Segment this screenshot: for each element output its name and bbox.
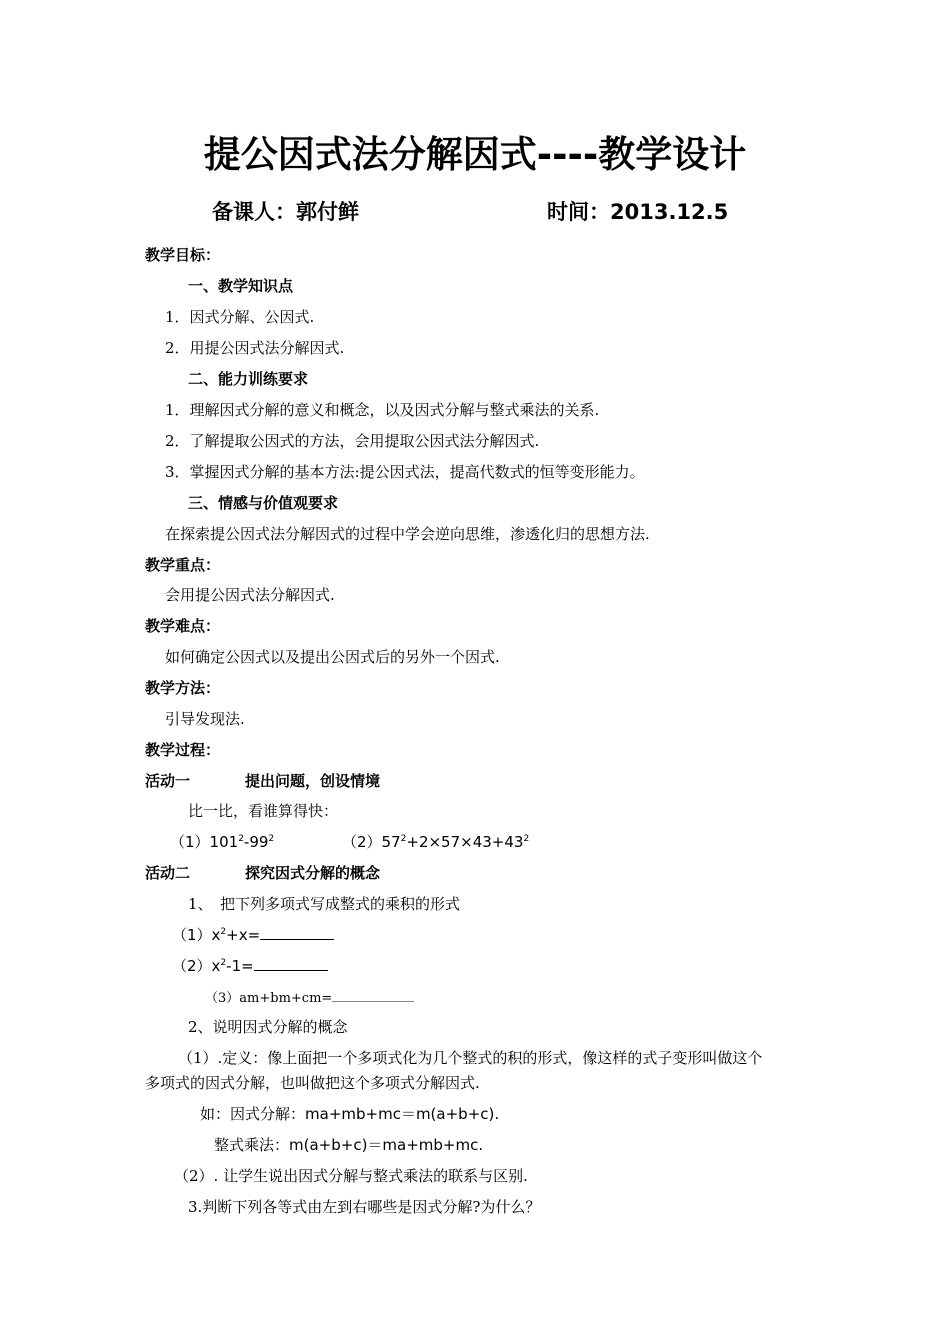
example-multiplication: 整式乘法：m(a+b+c)＝ma+mb+mc. xyxy=(214,1136,484,1154)
paragraph: 如何确定公因式以及提出公因式后的另外一个因式. xyxy=(165,648,500,666)
answer-blank xyxy=(254,956,328,971)
preparer: 备课人：郭付鲜 xyxy=(212,200,359,224)
exercise-1: $(1)x^2+x=$ xyxy=(172,925,334,945)
activity1-label: 活动一 xyxy=(145,772,191,790)
objectives-part3-heading: 三、情感与价值观要求 xyxy=(188,494,339,512)
activity1-title: 提出问题，创设情境 xyxy=(245,772,381,790)
list-item: 3．掌握因式分解的基本方法:提公因式法，提高代数式的恒等变形能力。 xyxy=(165,463,645,481)
list-item: 2．用提公因式法分解因式. xyxy=(165,339,345,357)
answer-blank xyxy=(260,925,334,940)
activity2-step1: 1、 把下列多项式写成整式的乘积的形式 xyxy=(188,895,461,913)
exercise-2: $(2)x^2-1=$ xyxy=(172,956,328,976)
example-factorization: 如：因式分解：ma+mb+mc＝m(a+b+c). xyxy=(200,1105,500,1123)
question-2: $(2)57^2+2\times 57\times 43+43^2$ xyxy=(342,833,530,851)
activity2-step2: 2、说明因式分解的概念 xyxy=(188,1018,348,1036)
definition-line-2: 多项式的因式分解，也叫做把这个多项式分解因式. xyxy=(145,1074,480,1092)
key-point-heading: 教学重点： xyxy=(145,556,221,574)
activity2-step3: 3.判断下列各等式由左到右哪些是因式分解?为什么？ xyxy=(188,1198,541,1216)
question-1: $(1)101^2-99^2$ xyxy=(170,833,275,851)
list-item: 2．了解提取公因式的方法，会用提取公因式法分解因式. xyxy=(165,432,540,450)
list-item: 1．理解因式分解的意义和概念，以及因式分解与整式乘法的关系. xyxy=(165,401,600,419)
date: 时间：2013.12.5 xyxy=(547,200,729,224)
answer-blank xyxy=(332,987,414,1002)
exercise-3: （3）am+bm+cm= xyxy=(205,987,414,1009)
objectives-part2-heading: 二、能力训练要求 xyxy=(188,370,309,388)
objectives-heading: 教学目标： xyxy=(145,246,221,264)
process-heading: 教学过程： xyxy=(145,741,221,759)
page-title: 提公因式法分解因式----教学设计 xyxy=(203,133,747,176)
relation-question: （2）. 让学生说出因式分解与整式乘法的联系与区别. xyxy=(174,1167,528,1185)
activity2-title: 探究因式分解的概念 xyxy=(245,864,381,882)
paragraph: 引导发现法. xyxy=(165,710,245,728)
activity1-intro: 比一比，看谁算得快： xyxy=(188,802,339,820)
objectives-part1-heading: 一、教学知识点 xyxy=(188,277,294,295)
definition-line-1: （1）.定义：像上面把一个多项式化为几个整式的积的形式，像这样的式子变形叫做这个 xyxy=(178,1049,763,1067)
activity2-label: 活动二 xyxy=(145,864,191,882)
method-heading: 教学方法： xyxy=(145,679,221,697)
list-item: 1．因式分解、公因式. xyxy=(165,308,315,326)
paragraph: 会用提公因式法分解因式. xyxy=(165,586,335,604)
difficulty-heading: 教学难点： xyxy=(145,617,221,635)
paragraph: 在探索提公因式法分解因式的过程中学会逆向思维，渗透化归的思想方法. xyxy=(165,525,650,543)
